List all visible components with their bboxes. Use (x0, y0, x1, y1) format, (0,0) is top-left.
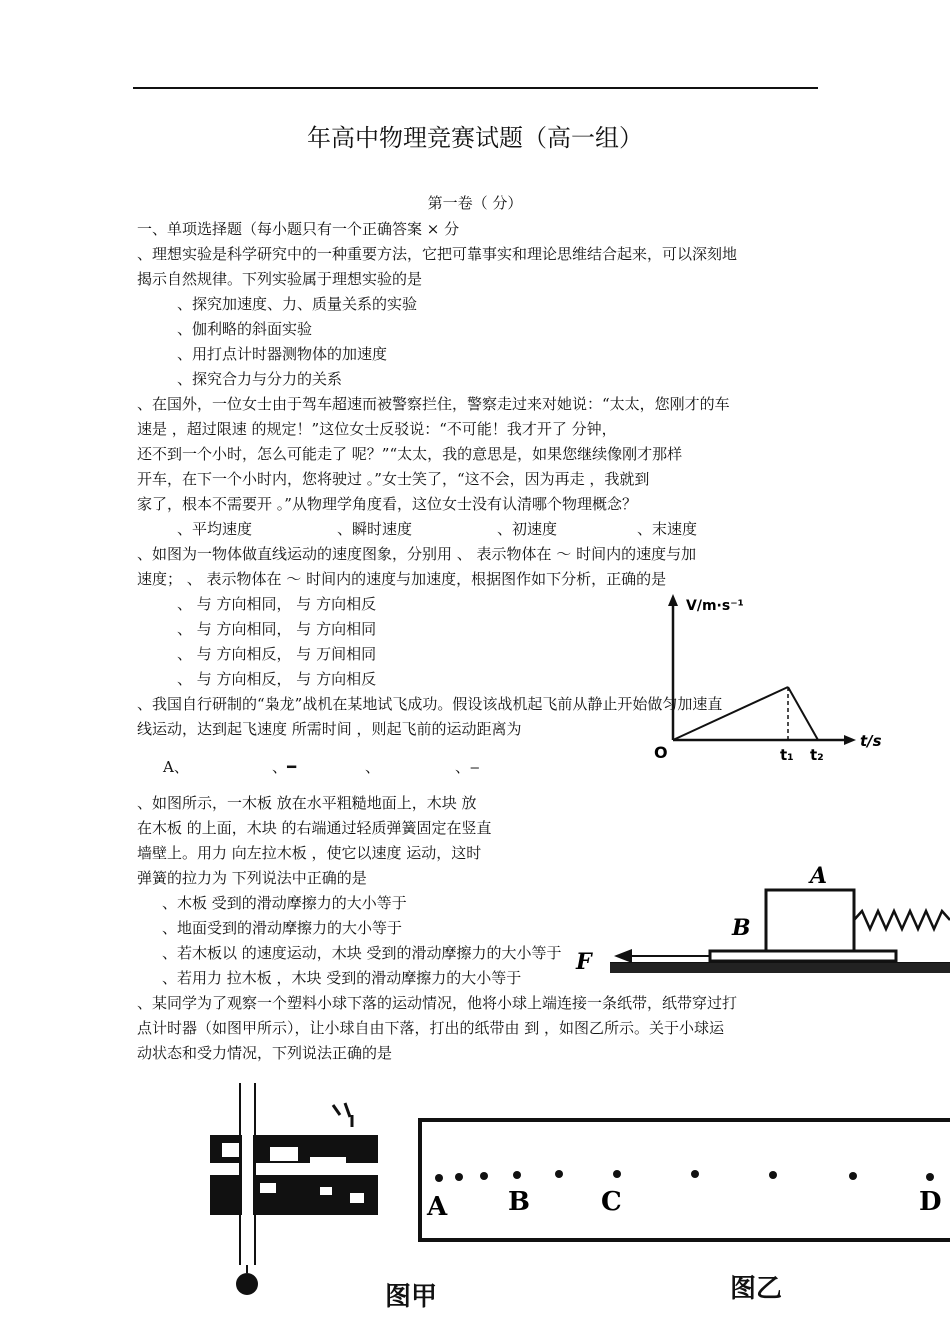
tape-dot (513, 1171, 521, 1179)
q1-line2: 揭示自然规律。下列实验属于理想实验的是 (137, 270, 423, 288)
section-heading: 第一卷（ 分） (427, 194, 523, 212)
q3-option-a: 、 与 方向相同， 与 方向相反 (177, 595, 377, 613)
tape-label-c: C (601, 1187, 622, 1217)
figure-yi-caption: 图乙 (730, 1274, 783, 1304)
velocity-time-graph (648, 590, 898, 770)
graph-t1-label: t₁ (780, 746, 794, 764)
paper-tape-figure (415, 1115, 950, 1245)
q4-option-d: 、‒ (455, 758, 480, 776)
q2-line: 、在国外，一位女士由于驾车超速而被警察拦住，警察走过来对她说：“太太，您刚才的车 (137, 395, 730, 413)
part1-heading: 一、单项选择题（每小题只有一个正确答案 × 分 (137, 220, 460, 238)
tape-dot (480, 1172, 488, 1180)
q6-line: 、某同学为了观察一个塑料小球下落的运动情况，他将小球上端连接一条纸带，纸带穿过打 (137, 994, 738, 1012)
q4-line2: 线运动，达到起飞速度 所需时间 ，则起飞前的运动距离为 (137, 720, 522, 738)
q6-line: 点计时器（如图甲所示），让小球自由下落，打出的纸带由 到 ，如图乙所示。关于小球运 (137, 1019, 725, 1037)
q5-line: 在木板 的上面，木块 的右端通过轻质弹簧固定在竖直 (137, 819, 492, 837)
q1-option-a: 、探究加速度、力、质量关系的实验 (177, 295, 418, 313)
q1-line1: 、理想实验是科学研究中的一种重要方法，它把可靠事实和理论思维结合起来，可以深刻地 (137, 245, 738, 263)
q4-line1: 、我国自行研制的“枭龙”战机在某地试飞成功。假设该战机起飞前从静止开始做匀加速直 (137, 695, 723, 713)
q5-option-b: 、地面受到的滑动摩擦力的大小等于 (162, 919, 403, 937)
tape-dot (555, 1170, 563, 1178)
q3-option-c: 、 与 方向相反， 与 万间相同 (177, 645, 377, 663)
q5-line: 、如图所示，一木板 放在水平粗糙地面上，木块 放 (137, 794, 477, 812)
q2-option-c: 、初速度 (497, 520, 558, 538)
block-a-label: A (810, 863, 828, 889)
block-b-label: B (732, 915, 751, 941)
q1-option-d: 、探究合力与分力的关系 (177, 370, 343, 388)
tape-dot (926, 1173, 934, 1181)
tape-dot (849, 1172, 857, 1180)
q3-line1: 、如图为一物体做直线运动的速度图象，分别用 、 表示物体在 ～ 时间内的速度与加 (137, 545, 697, 563)
timer-apparatus-figure (200, 1075, 390, 1305)
q4-option-a: A、 (163, 758, 189, 776)
tape-label-a: A (427, 1192, 448, 1222)
q2-line: 还不到一个小时，怎么可能走了 呢？”“太太，我的意思是，如果您继续像刚才那样 (137, 445, 683, 463)
page-title: 年高中物理竞赛试题（高一组） (307, 124, 643, 152)
q2-line: 速是 ，超过限速 的规定！”这位女士反驳说：“不可能！我才开了 分钟， (137, 420, 617, 438)
q5-option-a: 、木板 受到的滑动摩擦力的大小等于 (162, 894, 407, 912)
q2-option-b: 、瞬时速度 (337, 520, 413, 538)
tape-dot (691, 1170, 699, 1178)
q3-option-b: 、 与 方向相同， 与 方向相同 (177, 620, 377, 638)
q4-option-b: 、━ (272, 758, 297, 776)
q5-line: 墙壁上。用力 向左拉木板 ，使它以速度 运动，这时 (137, 844, 482, 862)
q2-line: 开车，在下一个小时内，您将驶过 。”女士笑了，“这不会，因为再走 ，我就到 (137, 470, 650, 488)
q3-option-d: 、 与 方向相反， 与 方向相反 (177, 670, 377, 688)
tape-label-b: B (508, 1187, 530, 1217)
graph-origin: O (654, 743, 668, 762)
tape-dot (455, 1173, 463, 1181)
graph-xlabel: t/s (860, 732, 882, 750)
q3-line2: 速度； 、 表示物体在 ～ 时间内的速度与加速度，根据图作如下分析，正确的是 (137, 570, 667, 588)
q2-option-d: 、末速度 (637, 520, 698, 538)
q2-option-a: 、平均速度 (177, 520, 253, 538)
q5-line: 弹簧的拉力为 下列说法中正确的是 (137, 869, 367, 887)
tape-dot (435, 1174, 443, 1182)
force-f-label: F (576, 949, 592, 975)
q5-option-c: 、若木板以 的速度运动，木块 受到的滑动摩擦力的大小等于 (162, 944, 562, 962)
graph-ylabel: V/m·s⁻¹ (686, 598, 744, 614)
tape-dots (435, 1170, 934, 1182)
tape-label-d: D (919, 1187, 942, 1217)
figure-jia-caption: 图甲 (385, 1282, 438, 1312)
q6-line: 动状态和受力情况，下列说法正确的是 (137, 1044, 393, 1062)
q4-option-c: 、 (365, 758, 381, 776)
graph-t2-label: t₂ (810, 746, 824, 764)
q5-option-d: 、若用力 拉木板 ，木块 受到的滑动摩擦力的大小等于 (162, 969, 522, 987)
q1-option-b: 、伽利略的斜面实验 (177, 320, 313, 338)
q1-option-c: 、用打点计时器测物体的加速度 (177, 345, 388, 363)
block-spring-figure (570, 855, 950, 985)
q2-line: 家了，根本不需要开 。”从物理学角度看，这位女士没有认清哪个物理概念？ (137, 495, 637, 513)
tape-dot (613, 1170, 621, 1178)
tape-dot (769, 1171, 777, 1179)
header-rule (133, 87, 818, 89)
